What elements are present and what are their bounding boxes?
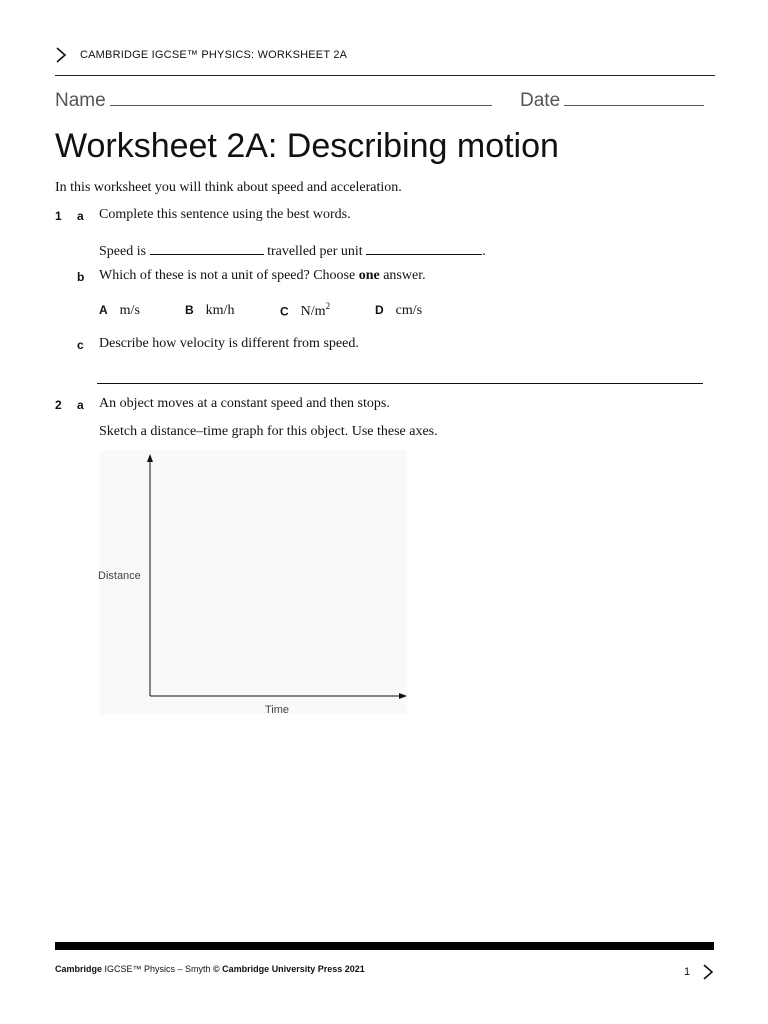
option-d-letter: D	[375, 303, 384, 317]
footer-credit-prefix: Cambridge	[55, 964, 105, 974]
option-c[interactable]	[280, 301, 330, 320]
option-b-text: km/h	[205, 303, 235, 318]
answer-blank-1[interactable]	[150, 242, 264, 255]
date-blank[interactable]	[564, 87, 704, 106]
answer-blank-2[interactable]	[366, 242, 482, 255]
option-a-letter: A	[99, 303, 108, 317]
question-1b-letter: b	[77, 270, 85, 284]
sentence-middle: travelled per unit	[267, 244, 363, 259]
question-1-number: 1	[55, 209, 62, 223]
date-label: Date	[520, 90, 561, 111]
footer-credit	[55, 964, 365, 974]
chevron-right-icon	[54, 46, 68, 64]
chevron-right-icon[interactable]	[702, 963, 714, 981]
name-blank[interactable]	[110, 87, 492, 106]
question-2a-text: An object moves at a constant speed and then stops.	[99, 396, 390, 411]
question-1c-text: Describe how velocity is different from speed.	[99, 336, 359, 351]
page-title: Worksheet 2A: Describing motion	[55, 127, 559, 165]
answer-line-1c[interactable]	[97, 383, 703, 384]
footer-credit-suffix: © Cambridge University Press 2021	[213, 964, 365, 974]
option-c-superscript: 2	[325, 301, 331, 311]
sentence-start: Speed is	[99, 244, 147, 259]
graph-area[interactable]	[100, 450, 407, 714]
question-1b-text-after: answer.	[379, 268, 426, 283]
name-field[interactable]	[55, 87, 492, 112]
question-1b-text-bold: one	[358, 268, 380, 283]
date-field[interactable]	[520, 87, 704, 112]
question-1c-letter: c	[77, 338, 84, 352]
name-label: Name	[55, 90, 106, 111]
sentence-end: .	[482, 244, 486, 259]
distance-time-axes[interactable]	[97, 450, 417, 718]
question-1a-sentence	[99, 242, 486, 260]
question-2-number: 2	[55, 398, 62, 412]
question-2a-letter: a	[77, 398, 84, 412]
page-number: 1	[684, 966, 691, 978]
question-1b-text	[99, 268, 426, 284]
footer-bar	[55, 942, 714, 950]
x-axis-label: Time	[265, 704, 290, 716]
option-b[interactable]	[185, 301, 234, 319]
option-d[interactable]	[375, 301, 422, 319]
option-c-text: N/m	[300, 304, 326, 320]
option-b-letter: B	[185, 303, 194, 317]
question-2a-instruction: Sketch a distance–time graph for this object. Use these axes.	[99, 424, 438, 439]
option-c-letter: C	[280, 304, 289, 319]
header-rule	[55, 75, 715, 76]
y-axis-label: Distance	[98, 570, 141, 582]
question-1a-letter: a	[77, 209, 84, 223]
question-1a-text: Complete this sentence using the best words.	[99, 207, 351, 222]
footer-credit-middle: IGCSE™ Physics – Smyth	[104, 964, 214, 974]
intro-text: In this worksheet you will think about speed and acceleration.	[55, 180, 402, 195]
option-a[interactable]	[99, 301, 140, 319]
running-header: CAMBRIDGE IGCSE™ PHYSICS: WORKSHEET 2A	[80, 49, 348, 61]
question-1b-text-before: Which of these is not a unit of speed? Choose	[99, 268, 359, 283]
option-a-text: m/s	[119, 303, 140, 318]
option-d-text: cm/s	[395, 303, 423, 318]
